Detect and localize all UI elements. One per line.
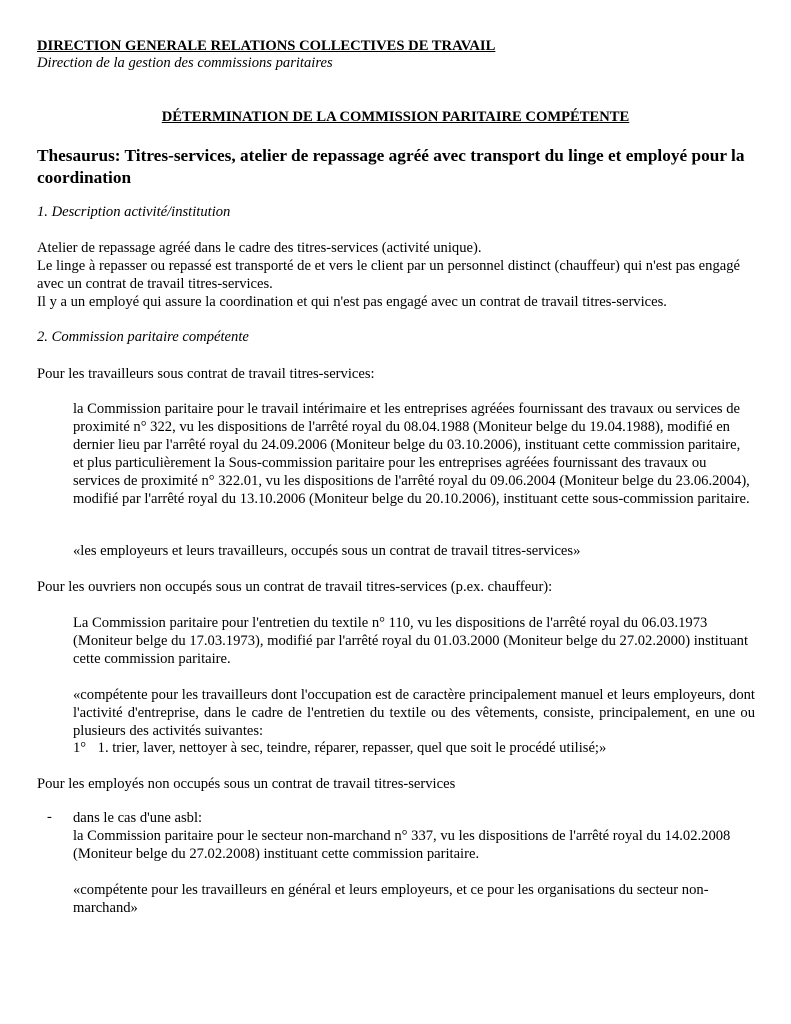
org-title: DIRECTION GENERALE RELATIONS COLLECTIVES DE TRAVAIL <box>37 38 496 54</box>
dash-bullet: - <box>47 809 52 825</box>
document-title: DÉTERMINATION DE LA COMMISSION PARITAIRE COMPÉTENTE <box>161 109 630 125</box>
section2-heading: 2. Commission paritaire compétente <box>37 329 249 345</box>
cp-337-quote: «compétente pour les travailleurs en général et leurs employeurs, et ce pour les organisations du secteur non-marchand» <box>73 882 709 916</box>
cp-110-text: La Commission paritaire pour l'entretien du textile n° 110, vu les dispositions de l'arrêté royal du 06.03.1973 (Moniteur belge du 17.03.1973), modifié par l'arrêté royal du 01.03.2000 (Moniteur belge du 27.02.2000) instituant cette commission paritaire. <box>73 615 749 667</box>
section1-line2: Le linge à repasser ou repassé est transporté de et vers le client par un personnel distinct (chauffeur) qui n'est pas engagé avec un contrat de travail titres-services. <box>37 258 741 292</box>
intro-employes: Pour les employés non occupés sous un contrat de travail titres-services <box>37 776 456 792</box>
section1-line3: Il y a un employé qui assure la coordination et qui n'est pas engagé avec un contrat de travail titres-services. <box>37 294 667 310</box>
intro-titres-services: Pour les travailleurs sous contrat de travail titres-services: <box>37 366 375 382</box>
cp-322-quote: «les employeurs et leurs travailleurs, occupés sous un contrat de travail titres-services» <box>73 543 581 559</box>
cp-110-quote: «compétente pour les travailleurs dont l'occupation est de caractère principalement manuel et leurs employeurs, dont l'activité d'entreprise, dans le cadre de l'entretien du textile ou des vêtements, consiste, principalement, en une ou plusieurs des activités suivantes: <box>73 687 755 739</box>
intro-ouvriers: Pour les ouvriers non occupés sous un contrat de travail titres-services (p.ex. chauffeur): <box>37 579 553 595</box>
asbl-case: dans le cas d'une asbl: <box>73 810 203 826</box>
section1-heading: 1. Description activité/institution <box>37 204 231 220</box>
cp-322-text: la Commission paritaire pour le travail intérimaire et les entreprises agréées fournissant des travaux ou services de proximité n° 322, vu les dispositions de l'arrêté royal du 08.04.1988 (Moniteur belge du 19.04.1988), modifié en dernier lieu par l'arrêté royal du 24.09.2006 (Moniteur belge du 03.10.2006), instituant cette commission paritaire, et plus particulièrement la Sous-commission paritaire pour les entreprises agréées fournissant des travaux ou services de proximité n° 322.01, vu les dispositions de l'arrêté royal du 09.06.2004 (Moniteur belge du 23.06.2004), modifié par l'arrêté royal du 13.10.2006 (Moniteur belge du 20.10.2006), instituant cette sous-commission paritaire. <box>73 401 750 507</box>
section1-body <box>37 239 757 311</box>
section1-line1: Atelier de repassage agréé dans le cadre des titres-services (activité unique). <box>37 240 482 256</box>
list-item-number: 1° <box>73 740 87 756</box>
org-subtitle: Direction de la gestion des commissions paritaires <box>37 55 333 71</box>
cp-337-text: la Commission paritaire pour le secteur non-marchand n° 337, vu les dispositions de l'arrêté royal du 14.02.2008 (Moniteur belge du 27.02.2008) instituant cette commission paritaire. <box>73 828 731 862</box>
thesaurus-heading: Thesaurus: Titres-services, atelier de repassage agréé avec transport du linge et employé pour la coordination <box>37 146 745 187</box>
cp-110-list-item <box>73 739 755 757</box>
list-item-text: 1. trier, laver, nettoyer à sec, teindre, réparer, repasser, quel que soit le procédé utilisé;» <box>97 740 607 756</box>
